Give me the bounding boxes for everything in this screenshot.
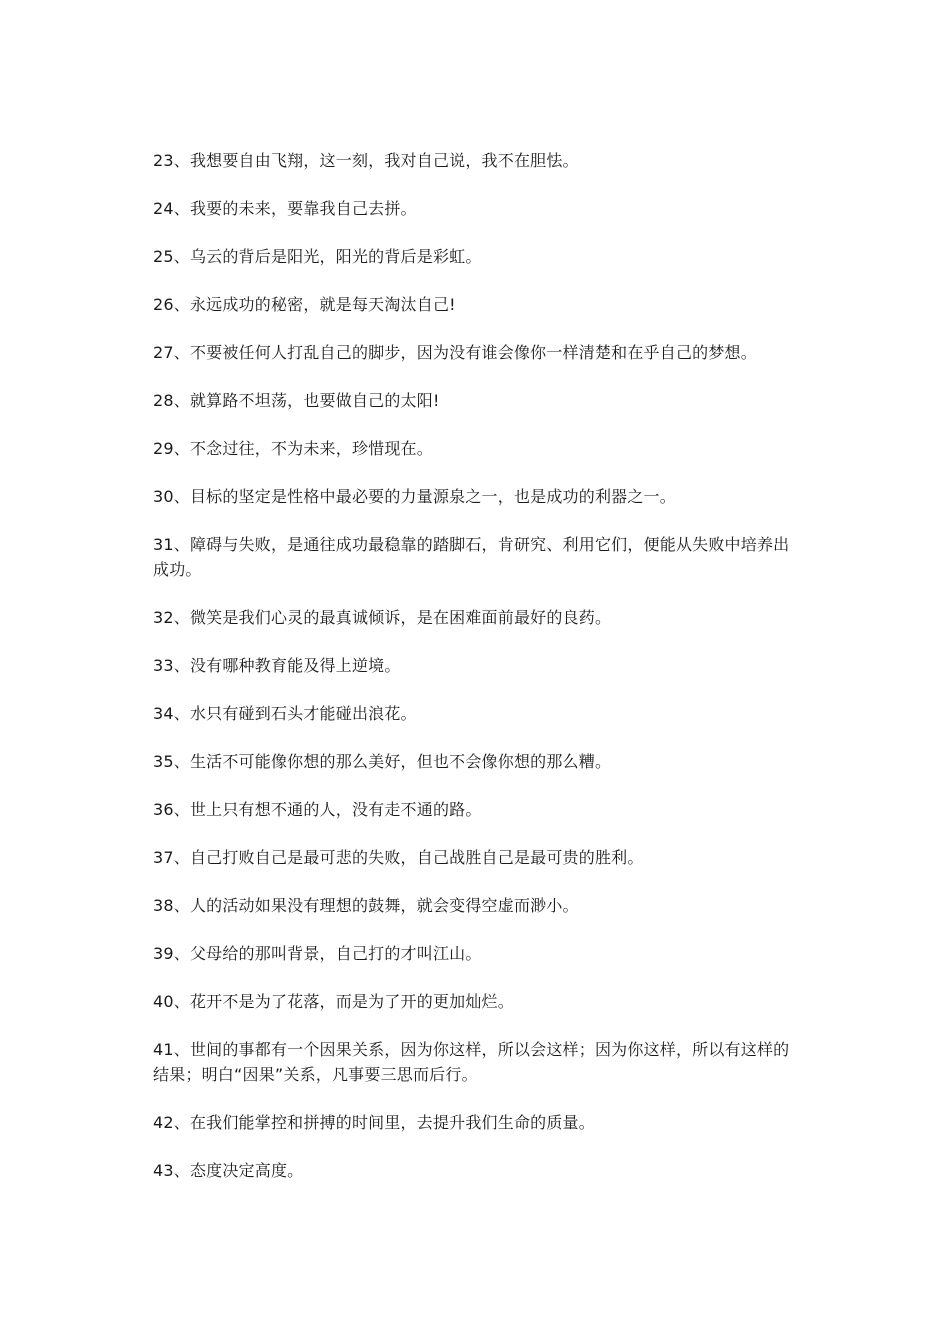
list-item: 26、永远成功的秘密，就是每天淘汰自己! bbox=[153, 295, 456, 314]
list-item: 37、自己打败自己是最可悲的失败，自己战胜自己是最可贵的胜利。 bbox=[153, 848, 644, 867]
list-item: 25、乌云的背后是阳光，阳光的背后是彩虹。 bbox=[153, 247, 482, 266]
list-item: 36、世上只有想不通的人，没有走不通的路。 bbox=[153, 800, 482, 819]
list-item: 42、在我们能掌控和拼搏的时间里，去提升我们生命的质量。 bbox=[153, 1113, 595, 1132]
document-page bbox=[153, 148, 798, 1206]
list-item: 24、我要的未来，要靠我自己去拼。 bbox=[153, 199, 417, 218]
list-item: 35、生活不可能像你想的那么美好，但也不会像你想的那么糟。 bbox=[153, 752, 612, 771]
list-item: 29、不念过往，不为未来，珍惜现在。 bbox=[153, 439, 433, 458]
list-item: 28、就算路不坦荡，也要做自己的太阳! bbox=[153, 391, 440, 410]
list-item: 31、障碍与失败，是通往成功最稳靠的踏脚石，肯研究、利用它们，便能从失败中培养出成功。 bbox=[153, 535, 790, 579]
list-item: 27、不要被任何人打乱自己的脚步，因为没有谁会像你一样清楚和在乎自己的梦想。 bbox=[153, 343, 757, 362]
list-item: 39、父母给的那叫背景，自己打的才叫江山。 bbox=[153, 944, 482, 963]
list-item: 33、没有哪种教育能及得上逆境。 bbox=[153, 656, 401, 675]
list-item: 38、人的活动如果没有理想的鼓舞，就会变得空虚而渺小。 bbox=[153, 896, 579, 915]
list-item: 43、态度决定高度。 bbox=[153, 1161, 304, 1180]
list-item: 30、目标的坚定是性格中最必要的力量源泉之一，也是成功的利器之一。 bbox=[153, 487, 676, 506]
list-item: 23、我想要自由飞翔，这一刻，我对自己说，我不在胆怯。 bbox=[153, 151, 579, 170]
list-item: 40、花开不是为了花落，而是为了开的更加灿烂。 bbox=[153, 992, 514, 1011]
list-item: 34、水只有碰到石头才能碰出浪花。 bbox=[153, 704, 417, 723]
list-item: 41、世间的事都有一个因果关系，因为你这样，所以会这样；因为你这样，所以有这样的结果；明白“因果”关系，凡事要三思而后行。 bbox=[153, 1040, 790, 1084]
list-item: 32、微笑是我们心灵的最真诚倾诉，是在困难面前最好的良药。 bbox=[153, 608, 612, 627]
